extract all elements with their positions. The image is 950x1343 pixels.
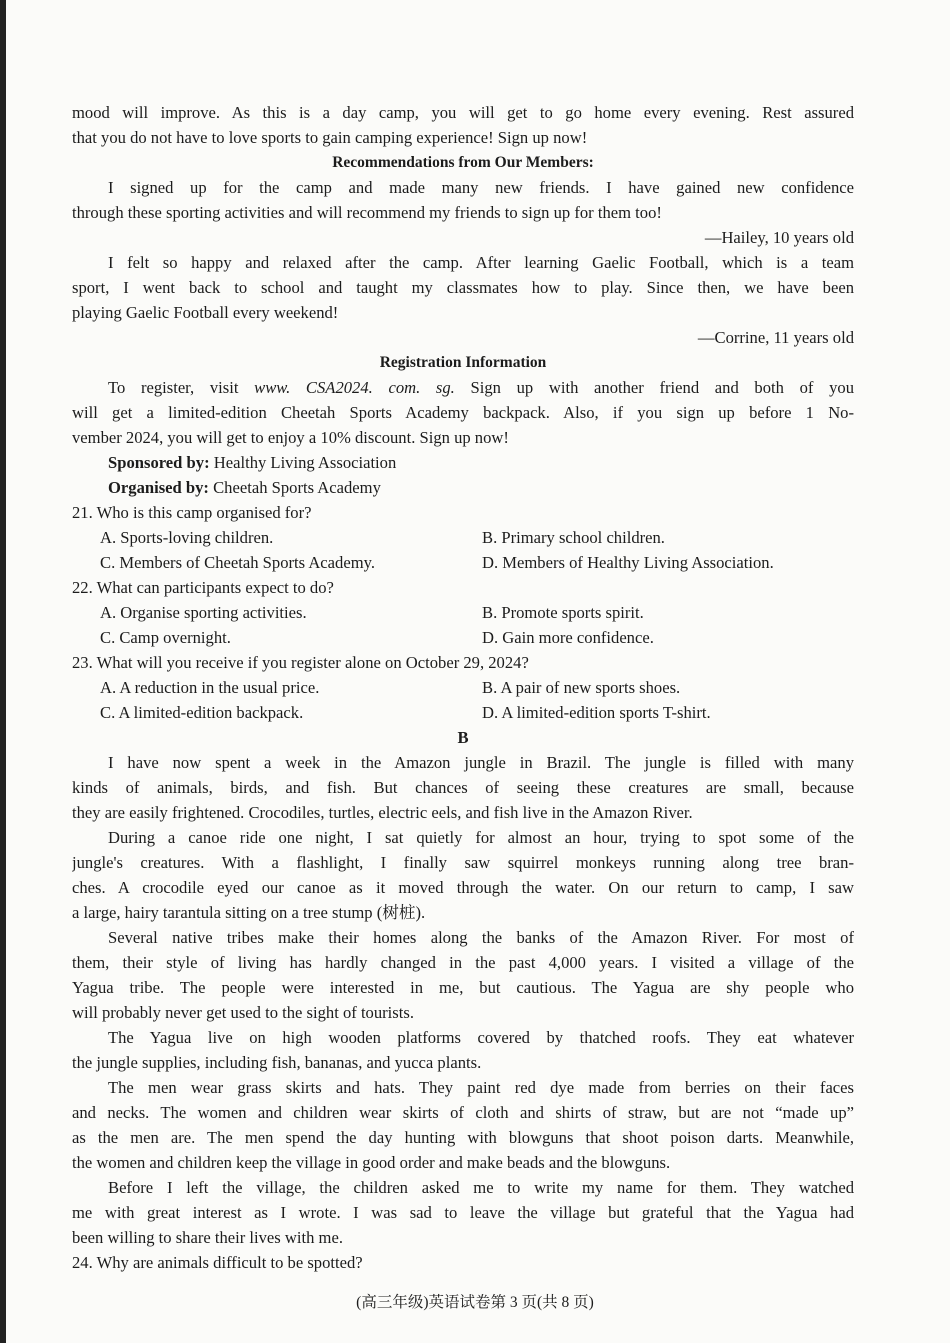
recommendations-heading: Recommendations from Our Members:	[332, 154, 594, 171]
recommendation-line: I signed up for the camp and made many new friends. I have gained new confidence	[108, 178, 854, 197]
option: C. A limited-edition backpack.	[100, 703, 304, 722]
page-footer: (高三年级)英语试卷第 3 页(共 8 页)	[356, 1294, 594, 1311]
recommendation-line: through these sporting activities and will recommend my friends to sign up for them too!	[72, 203, 662, 222]
question-stem: 21. Who is this camp organised for?	[72, 503, 312, 522]
registration-line: vember 2024, you will get to enjoy a 10% discount. Sign up now!	[72, 428, 509, 447]
option: D. A limited-edition sports T-shirt.	[482, 703, 711, 722]
passage-line: them, their style of living has hardly changed in the past 4,000 years. I visited a village of the	[72, 953, 854, 972]
passage-line: I have now spent a week in the Amazon jungle in Brazil. The jungle is filled with many	[108, 753, 854, 772]
recommendation-line: sport, I went back to school and taught my classmates how to play. Since then, we have been	[72, 278, 854, 297]
option: B. A pair of new sports shoes.	[482, 678, 681, 697]
sponsor-line	[72, 450, 854, 475]
passage-line: they are easily frightened. Crocodiles, turtles, electric eels, and fish live in the Amazon River.	[72, 803, 693, 822]
passage-line: The men wear grass skirts and hats. They paint red dye made from berries on their faces	[108, 1078, 854, 1097]
registration-line: will get a limited-edition Cheetah Sports Academy backpack. Also, if you sign up before 1 No-	[72, 403, 854, 422]
passage-line: ches. A crocodile eyed our canoe as it moved through the water. On our return to camp, I saw	[72, 878, 854, 897]
option-row	[72, 675, 854, 700]
organiser-label: Organised by:	[108, 478, 209, 497]
passage-line: Before I left the village, the children asked me to write my name for them. They watched	[108, 1178, 854, 1197]
option: C. Members of Cheetah Sports Academy.	[100, 553, 375, 572]
question-stem: 23. What will you receive if you register alone on October 29, 2024?	[72, 653, 529, 672]
sponsor-label: Sponsored by:	[108, 453, 210, 472]
passage-line: will probably never get used to the sight of tourists.	[72, 1003, 414, 1022]
option-row	[72, 600, 854, 625]
recommendation-author: —Corrine, 11 years old	[697, 328, 854, 347]
option: B. Primary school children.	[482, 528, 665, 547]
registration-url: www. CSA2024. com. sg.	[254, 378, 455, 397]
sponsor-value: Healthy Living Association	[209, 453, 397, 472]
option-row	[72, 525, 854, 550]
option-row	[72, 700, 854, 725]
passage-line: The Yagua live on high wooden platforms covered by thatched roofs. They eat whatever	[108, 1028, 854, 1047]
passage-line: a large, hairy tarantula sitting on a tree stump (树桩).	[72, 903, 426, 922]
registration-heading: Registration Information	[379, 354, 547, 371]
passage-line: as the men are. The men spend the day hunting with blowguns that shoot poison darts. Meanwhile,	[72, 1128, 854, 1147]
option: C. Camp overnight.	[100, 628, 231, 647]
passage-line: me with great interest as I wrote. I was sad to leave the village but grateful that the Yagua had	[72, 1203, 854, 1222]
question-stem: 24. Why are animals difficult to be spotted?	[72, 1253, 363, 1272]
passage-line: the jungle supplies, including fish, bananas, and yucca plants.	[72, 1053, 482, 1072]
question-stem: 22. What can participants expect to do?	[72, 578, 334, 597]
recommendation-author: —Hailey, 10 years old	[704, 228, 854, 247]
passage-line: Yagua tribe. The people were interested in me, but cautious. The Yagua are shy people who	[72, 978, 854, 997]
page-content	[72, 100, 854, 1275]
option: A. Organise sporting activities.	[100, 603, 307, 622]
passage-line: been willing to share their lives with me.	[72, 1228, 343, 1247]
passage-line: During a canoe ride one night, I sat quietly for almost an hour, trying to spot some of the	[108, 828, 854, 847]
recommendation-line: playing Gaelic Football every weekend!	[72, 303, 339, 322]
passage-line: the women and children keep the village in good order and make beads and the blowguns.	[72, 1153, 671, 1172]
passage-line: jungle's creatures. With a flashlight, I finally saw squirrel monkeys running along tree bran-	[72, 853, 854, 872]
passage-line: kinds of animals, birds, and fish. But chances of seeing these creatures are small, because	[72, 778, 854, 797]
option: D. Gain more confidence.	[482, 628, 654, 647]
registration-line	[72, 375, 854, 400]
option: D. Members of Healthy Living Association.	[482, 553, 774, 572]
intro-line: mood will improve. As this is a day camp, you will get to go home every evening. Rest assured	[72, 103, 854, 122]
organiser-value: Cheetah Sports Academy	[208, 478, 381, 497]
organiser-line	[72, 475, 854, 500]
option: A. A reduction in the usual price.	[100, 678, 320, 697]
passage-line: Several native tribes make their homes along the banks of the Amazon River. For most of	[108, 928, 854, 947]
scan-edge	[0, 0, 6, 1343]
registration-text: Sign up with another friend and both of you	[454, 378, 854, 397]
option: B. Promote sports spirit.	[482, 603, 644, 622]
option-row	[72, 625, 854, 650]
recommendation-line: I felt so happy and relaxed after the camp. After learning Gaelic Football, which is a team	[108, 253, 854, 272]
option-row	[72, 550, 854, 575]
intro-line: that you do not have to love sports to gain camping experience! Sign up now!	[72, 128, 588, 147]
registration-text: To register, visit	[108, 378, 255, 397]
option: A. Sports-loving children.	[100, 528, 274, 547]
section-label: B	[457, 728, 469, 747]
passage-line: and necks. The women and children wear skirts of cloth and shirts of straw, but are not “made up”	[72, 1103, 854, 1122]
